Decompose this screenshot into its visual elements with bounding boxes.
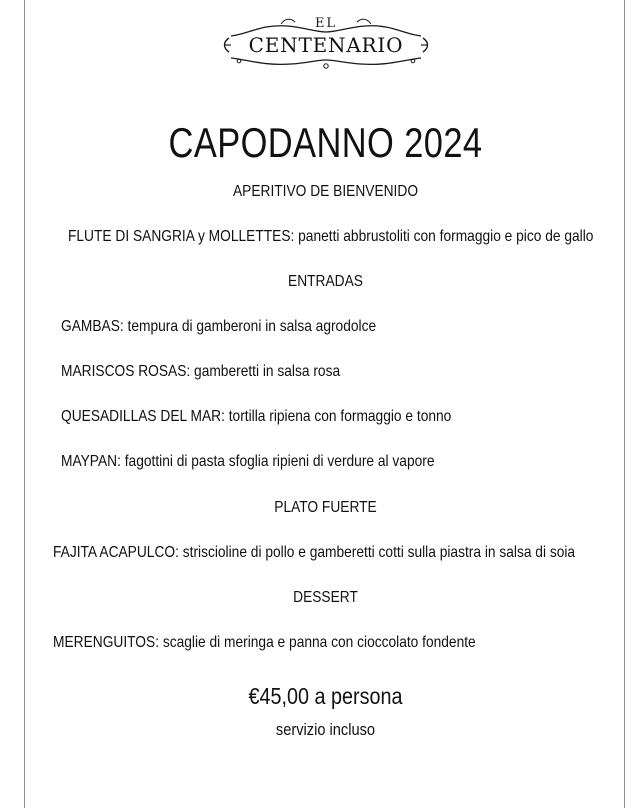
service-note: servizio incluso xyxy=(275,720,376,739)
section-aperitivo: APERITIVO DE BIENVENIDO xyxy=(232,183,419,200)
menu-item-fajita: FAJITA ACAPULCO: striscioline di pollo e gamberetti cotti sulla piastra in salsa di soia xyxy=(53,544,576,561)
price: €45,00 a persona xyxy=(248,683,403,709)
section-entradas: ENTRADAS xyxy=(288,273,363,290)
section-plato-fuerte: PLATO FUERTE xyxy=(274,499,377,516)
menu-item-gambas: GAMBAS: tempura di gamberoni in salsa agrodolce xyxy=(61,318,377,335)
section-dessert: DESSERT xyxy=(293,589,358,606)
menu-item-aperitivo: FLUTE DI SANGRIA y MOLLETTES: panetti abbrustoliti con formaggio e pico de gallo xyxy=(68,228,594,245)
logo-line-1: EL xyxy=(314,16,338,31)
menu-item-maypan: MAYPAN: fagottini di pasta sfoglia ripieni di verdure al vapore xyxy=(61,453,435,470)
menu-title: CAPODANNO 2024 xyxy=(168,119,483,166)
menu-item-mariscos-rosas: MARISCOS ROSAS: gamberetti in salsa rosa xyxy=(61,363,341,380)
menu-item-merenguitos: MERENGUITOS: scaglie di meringa e panna con cioccolato fondente xyxy=(53,634,476,651)
logo-line-2: CENTENARIO xyxy=(248,33,404,57)
menu-item-quesadillas: QUESADILLAS DEL MAR: tortilla ripiena con formaggio e tonno xyxy=(61,408,452,425)
menu-page xyxy=(24,0,625,808)
restaurant-logo xyxy=(221,14,431,72)
